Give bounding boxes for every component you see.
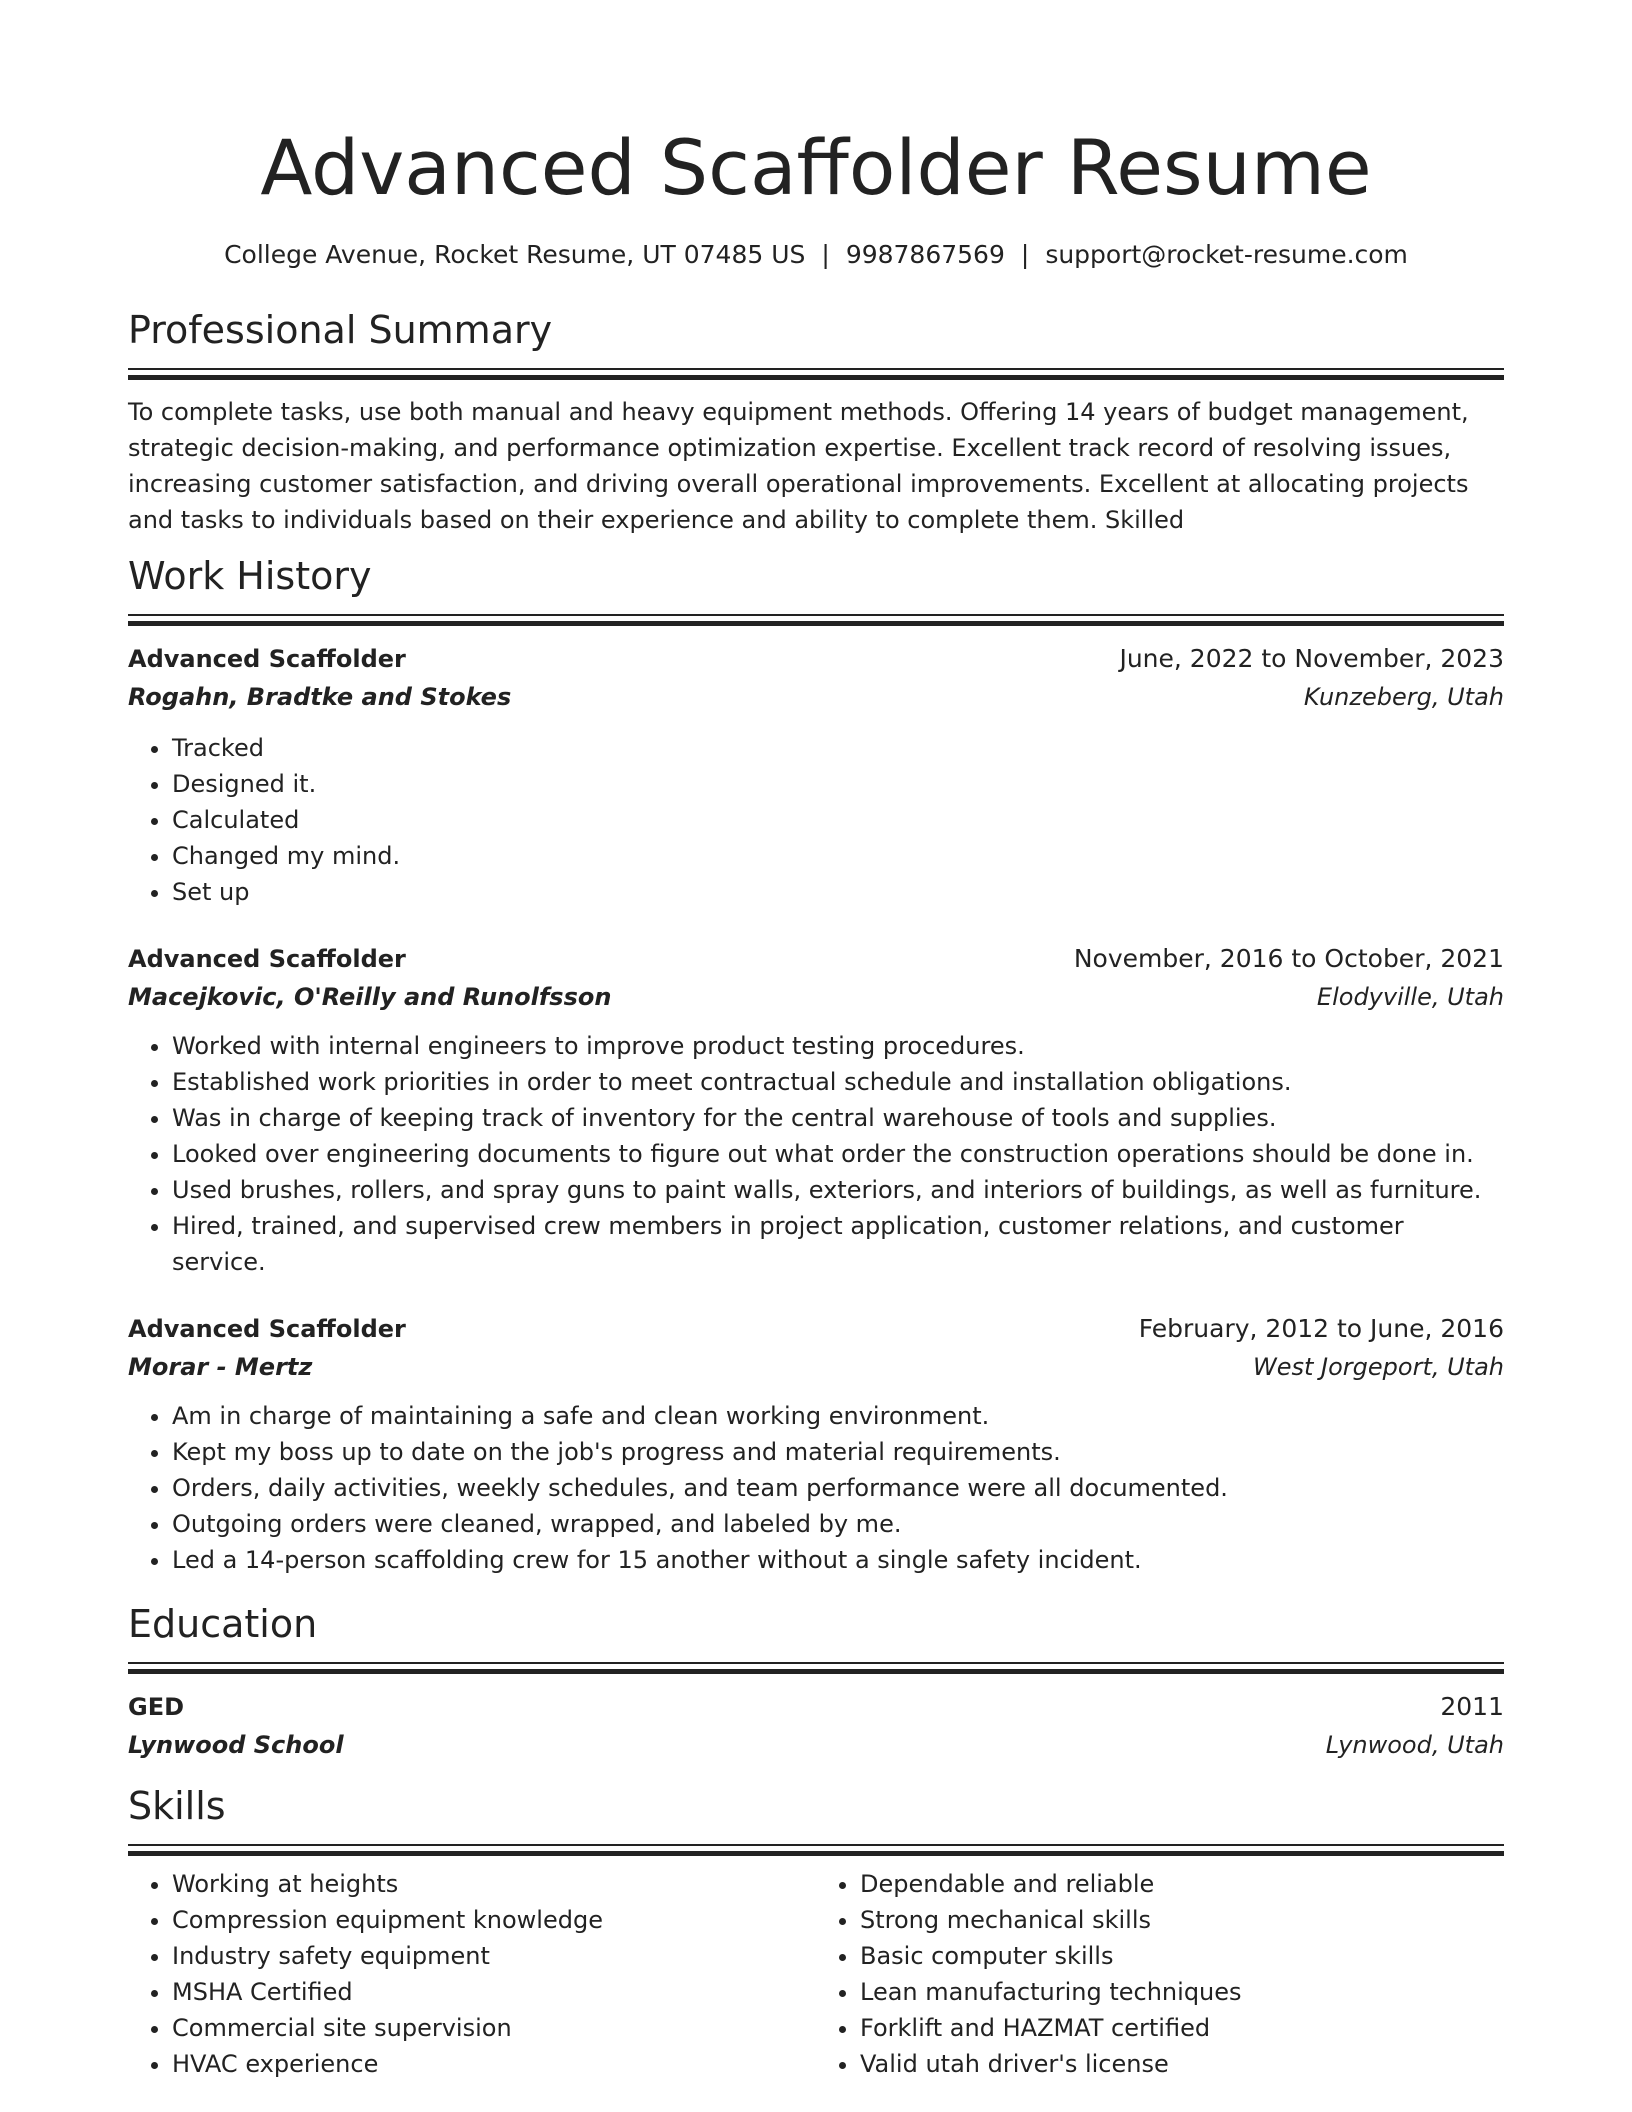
education-school: Lynwood School bbox=[128, 1731, 344, 1759]
contact-address: College Avenue, Rocket Resume, UT 07485 US bbox=[224, 240, 806, 269]
job-header bbox=[128, 940, 1504, 978]
list-item: • Calculated bbox=[172, 802, 1504, 838]
job-location: Kunzeberg, Utah bbox=[1303, 683, 1504, 711]
education-location: Lynwood, Utah bbox=[1325, 1731, 1504, 1759]
list-item: • Led a 14-person scaffolding crew for 15 another without a single safety incident. bbox=[172, 1542, 1504, 1578]
education-year: 2011 bbox=[1440, 1692, 1504, 1721]
job-dates: November, 2016 to October, 2021 bbox=[1073, 944, 1504, 973]
education-section bbox=[128, 1600, 1504, 1764]
contact-separator: | bbox=[821, 240, 830, 269]
skill-item: • Valid utah driver's license bbox=[860, 2046, 1504, 2082]
work-history-heading: Work History bbox=[128, 554, 372, 598]
job-dates: June, 2022 to November, 2023 bbox=[1119, 644, 1504, 673]
work-history-section bbox=[128, 552, 1504, 1578]
job-title: Advanced Scaffolder bbox=[128, 645, 406, 673]
list-item: • Designed it. bbox=[172, 766, 1504, 802]
job-location: Elodyville, Utah bbox=[1316, 983, 1504, 1011]
job-header bbox=[128, 640, 1504, 678]
skill-item: • Industry safety equipment bbox=[172, 1938, 816, 1974]
list-item: • Tracked bbox=[172, 730, 1504, 766]
job-subheader bbox=[128, 678, 1504, 716]
list-item: • Looked over engineering documents to figure out what order the construction operations should be done in. bbox=[172, 1136, 1504, 1172]
section-divider bbox=[128, 368, 1504, 380]
skill-item: • Basic computer skills bbox=[860, 1938, 1504, 1974]
job-company: Rogahn, Bradtke and Stokes bbox=[128, 683, 512, 711]
section-divider bbox=[128, 1844, 1504, 1856]
summary-heading: Professional Summary bbox=[128, 308, 553, 352]
education-heading: Education bbox=[128, 1602, 318, 1646]
contact-email: support@rocket-resume.com bbox=[1045, 240, 1408, 269]
job-dates: February, 2012 to June, 2016 bbox=[1138, 1314, 1504, 1343]
skill-item: • Strong mechanical skills bbox=[860, 1902, 1504, 1938]
list-item: • Am in charge of maintaining a safe and clean working environment. bbox=[172, 1398, 1504, 1434]
list-item: • Worked with internal engineers to improve product testing procedures. bbox=[172, 1028, 1504, 1064]
list-item: • Was in charge of keeping track of inventory for the central warehouse of tools and supplies. bbox=[172, 1100, 1504, 1136]
section-divider bbox=[128, 614, 1504, 626]
job-bullets bbox=[128, 1028, 1504, 1280]
job-bullets bbox=[128, 1398, 1504, 1578]
skills-heading: Skills bbox=[128, 1784, 226, 1828]
skill-item: • Lean manufacturing techniques bbox=[860, 1974, 1504, 2010]
skill-item: • MSHA Certified bbox=[172, 1974, 816, 2010]
job-subheader bbox=[128, 978, 1504, 1016]
job-company: Macejkovic, O'Reilly and Runolfsson bbox=[128, 983, 612, 1011]
skills-section bbox=[128, 1782, 1504, 2082]
education-header bbox=[128, 1688, 1504, 1726]
list-item: • Hired, trained, and supervised crew members in project application, customer relations, and customer service. bbox=[172, 1208, 1504, 1280]
contact-line bbox=[128, 238, 1504, 272]
list-item: • Used brushes, rollers, and spray guns to paint walls, exteriors, and interiors of buildings, as well as furniture. bbox=[172, 1172, 1504, 1208]
skill-item: • Dependable and reliable bbox=[860, 1866, 1504, 1902]
list-item: • Orders, daily activities, weekly schedules, and team performance were all documented. bbox=[172, 1470, 1504, 1506]
skills-columns bbox=[128, 1866, 1504, 2082]
resume-page bbox=[128, 0, 1504, 2082]
skill-item: • HVAC experience bbox=[172, 2046, 816, 2082]
skill-item: • Working at heights bbox=[172, 1866, 816, 1902]
job-company: Morar - Mertz bbox=[128, 1353, 313, 1381]
skill-item: • Compression equipment knowledge bbox=[172, 1902, 816, 1938]
education-degree: GED bbox=[128, 1693, 185, 1721]
skills-list-right bbox=[816, 1866, 1504, 2082]
list-item: • Established work priorities in order to meet contractual schedule and installation obligations. bbox=[172, 1064, 1504, 1100]
job-header bbox=[128, 1310, 1504, 1348]
page-title: Advanced Scaffolder Resume bbox=[260, 123, 1372, 212]
job-subheader bbox=[128, 1348, 1504, 1386]
job-entry bbox=[128, 640, 1504, 910]
job-location: West Jorgeport, Utah bbox=[1252, 1353, 1504, 1381]
list-item: • Outgoing orders were cleaned, wrapped, and labeled by me. bbox=[172, 1506, 1504, 1542]
summary-section bbox=[128, 306, 1504, 538]
education-subheader bbox=[128, 1726, 1504, 1764]
job-title: Advanced Scaffolder bbox=[128, 945, 406, 973]
skills-list-left bbox=[128, 1866, 816, 2082]
skill-item: • Forklift and HAZMAT certified bbox=[860, 2010, 1504, 2046]
job-bullets bbox=[128, 730, 1504, 910]
list-item: • Kept my boss up to date on the job's progress and material requirements. bbox=[172, 1434, 1504, 1470]
list-item: • Set up bbox=[172, 874, 1504, 910]
contact-separator: | bbox=[1020, 240, 1030, 269]
job-entry bbox=[128, 1310, 1504, 1578]
job-title: Advanced Scaffolder bbox=[128, 1315, 406, 1343]
summary-text: To complete tasks, use both manual and heavy equipment methods. Offering 14 years of budget management, strategic decision-making, and performance optimization expertise. Excellent track record of resolving issues, increasing customer satisfaction, and driving overall operational improvements. Excellent at allocating projects and tasks to individuals based on their experience and ability to complete them. Skilled bbox=[128, 398, 1469, 534]
list-item: • Changed my mind. bbox=[172, 838, 1504, 874]
contact-phone: 9987867569 bbox=[845, 240, 1005, 269]
skill-item: • Commercial site supervision bbox=[172, 2010, 816, 2046]
job-entry bbox=[128, 940, 1504, 1280]
section-divider bbox=[128, 1662, 1504, 1674]
